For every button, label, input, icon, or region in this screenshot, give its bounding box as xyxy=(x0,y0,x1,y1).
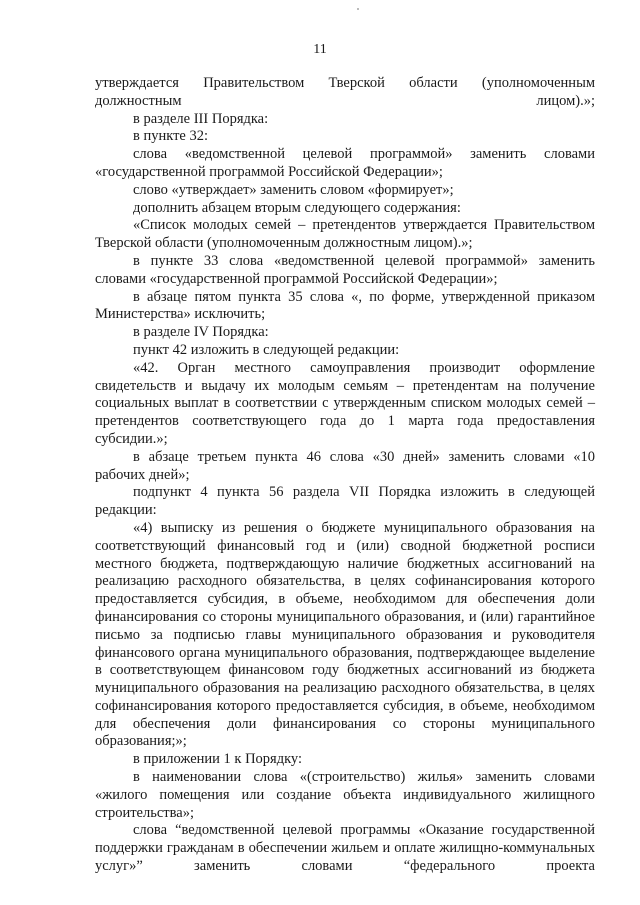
paragraph: слово «утверждает» заменить словом «формирует»; xyxy=(133,181,454,198)
paragraph: в разделе IV Порядка: xyxy=(133,324,269,341)
paragraph: в пункте 32: xyxy=(133,128,209,145)
paragraph: в пункте 33 слова «ведомственной целевой программой» заменить словами «государственной программой Российской Федерации»; xyxy=(95,252,595,287)
paragraph: пункт 42 изложить в следующей редакции: xyxy=(133,341,400,358)
paragraph: в абзаце пятом пункта 35 слова «, по форме, утвержденной приказом Министерства» исключить; xyxy=(95,288,595,323)
paragraph: «Список молодых семей – претендентов утверждается Правительством Тверской области (уполномоченным должностным лицом).»; xyxy=(95,217,595,252)
paragraph: дополнить абзацем вторым следующего содержания: xyxy=(133,199,461,216)
paragraph: «42. Орган местного самоуправления производит оформление свидетельств и выдачу их молодым семьям – претендентам на получение социальных выплат в соответствии с утвержденным списком молодых семей – претендентов соответствующего года до 1 марта года предоставления субсидии.»; xyxy=(95,359,595,447)
paragraph: подпункт 4 пункта 56 раздела VII Порядка изложить в следующей редакции: xyxy=(95,484,595,519)
paragraph: в приложении 1 к Порядку: xyxy=(133,751,303,768)
paragraph: в наименовании слова «(строительство) жилья» заменить словами «жилого помещения или создание объекта индивидуального жилищного строительства»; xyxy=(95,769,595,821)
scan-artifact xyxy=(357,8,359,10)
paragraph: «4) выписку из решения о бюджете муниципального образования на соответствующий финансовый год и (или) сводной бюджетной росписи местного бюджета, подтверждающую наличие бюджетных ассигнований на реализацию расходного обязательства, в целях софинансирования которого предоставляется субсидия, в объеме, необходимом для обеспечения доли финансирования со стороны муниципального образования, и (или) гарантийное письмо за подписью главы муниципального образования и руководителя финансового органа муниципального образования, подтверждающее выделение в соответствующем финансовом году бюджетных ассигнований из бюджета муниципального образования на реализацию расходного обязательства, в целях софинансирования которого предоставляется субсидия, в объеме, необходимом для обеспечения доли финансирования со стороны муниципального образования;»; xyxy=(95,519,595,750)
paragraph: в разделе III Порядка: xyxy=(133,110,269,127)
paragraph: в абзаце третьем пункта 46 слова «30 дней» заменить словами «10 рабочих дней»; xyxy=(95,448,595,483)
paragraph: слова “ведомственной целевой программы «Оказание государственной поддержки гражданам в обеспечении жильем и оплате жилищно-коммунальных услуг»” заменить словами “федерального проекта xyxy=(95,822,595,875)
paragraph: утверждается Правительством Тверской области (уполномоченным должностным лицом).»; xyxy=(95,75,595,109)
paragraph: слова «ведомственной целевой программой» заменить словами «государственной программой Российской Федерации»; xyxy=(95,146,595,180)
page-number: 11 xyxy=(313,42,327,57)
document-body xyxy=(95,75,595,876)
